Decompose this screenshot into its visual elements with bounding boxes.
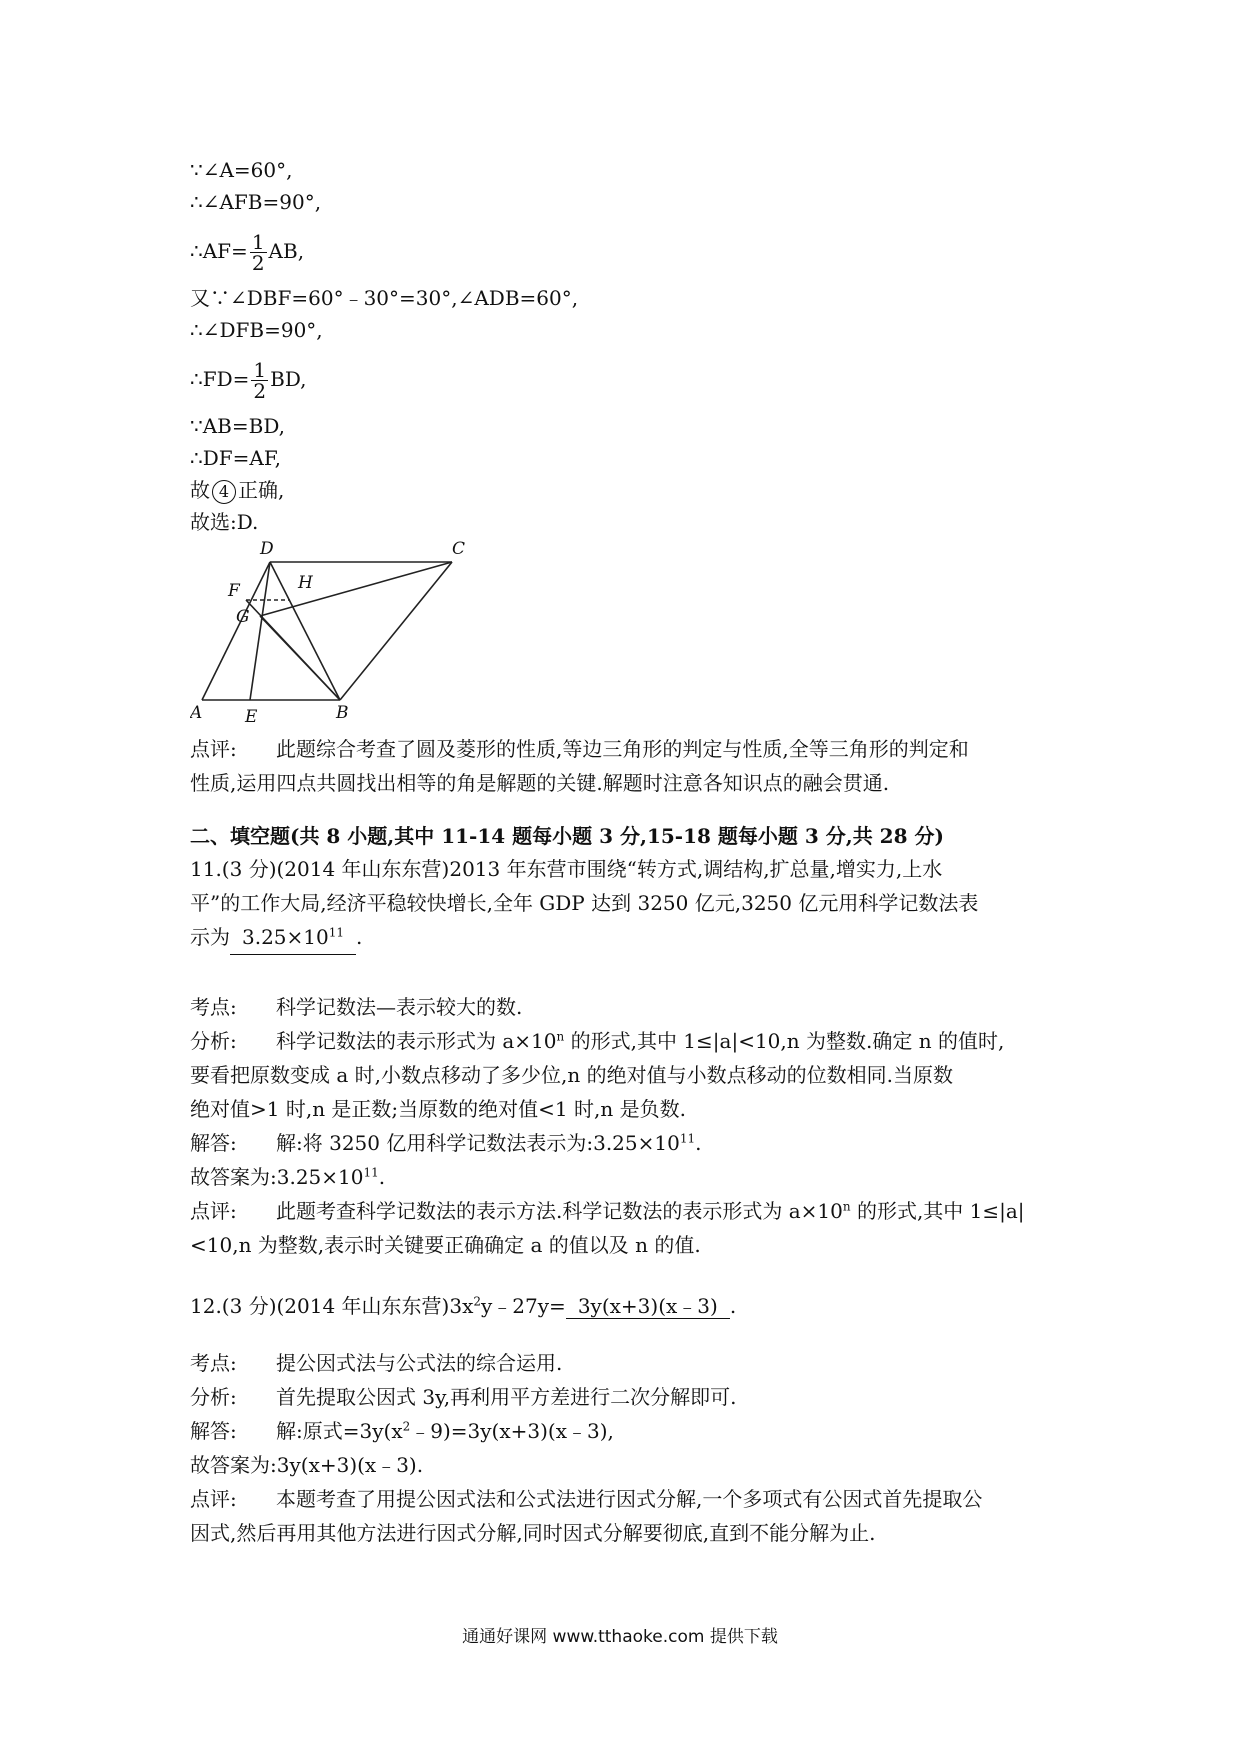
footer-text: 通通好课网 www.tthaoke.com 提供下载 — [462, 1627, 778, 1647]
jieda-label: 解答: — [190, 1419, 237, 1443]
answer-line: 故答案为:3y(x+3)(x﹣3). — [190, 1453, 424, 1477]
jieda-label: 解答: — [190, 1131, 237, 1155]
kaodian-label: 考点: — [190, 1351, 237, 1375]
proof-line-6-prefix: ∴FD= — [190, 367, 250, 391]
fraction-denominator: 2 — [251, 251, 265, 275]
dianping-text-1b: 的形式,其中 1≤|a| — [850, 1199, 1025, 1223]
dianping-sup: n — [842, 1199, 851, 1214]
dianping-text-2: 因式,然后再用其他方法进行因式分解,同时因式分解要彻底,直到不能分解为止. — [190, 1521, 876, 1545]
jieda-text — [276, 1414, 614, 1448]
q11-line-3-suffix: . — [356, 925, 363, 949]
fraction-denominator: 2 — [253, 379, 267, 403]
label-e: E — [245, 707, 258, 727]
proof-line-4: 又∵∠DBF=60°﹣30°=30°,∠ADB=60°, — [190, 286, 579, 310]
review-block-1 — [190, 732, 1060, 800]
question-12 — [190, 1294, 736, 1319]
question-11 — [190, 852, 1060, 955]
answer-text-a: 故答案为:3.25×10 — [190, 1165, 364, 1189]
q12-stem-sup: 2 — [473, 1294, 481, 1309]
kaodian-text: 科学记数法—表示较大的数. — [276, 995, 523, 1019]
label-h: H — [298, 573, 313, 593]
jieda-sup: 2 — [402, 1419, 411, 1434]
answer-base: 3.25×10 — [242, 925, 329, 949]
q12-stem-b: y﹣27y= — [481, 1294, 566, 1318]
q11-line-3 — [190, 920, 1060, 955]
label-d: D — [260, 540, 274, 559]
proof-line-1: ∵∠A=60°, — [190, 158, 293, 182]
proof-line-7: ∵AB=BD, — [190, 414, 285, 438]
dianping-text-2: <10,n 为整数,表示时关键要正确确定 a 的值以及 n 的值. — [190, 1233, 701, 1257]
fenxi-label: 分析: — [190, 1385, 237, 1409]
fenxi-text-2: 要看把原数变成 a 时,小数点移动了多少位,n 的绝对值与小数点移动的位数相同.当原数 — [190, 1063, 953, 1087]
review-text-2: 性质,运用四点共圆找出相等的角是解题的关键.解题时注意各知识点的融会贯通. — [190, 771, 890, 795]
label-g: G — [236, 607, 250, 627]
answer-sup: 11 — [363, 1165, 379, 1180]
jieda-text-b: . — [695, 1131, 702, 1155]
jieda-text-b: ﹣9)=3y(x+3)(x﹣3), — [410, 1419, 614, 1443]
proof-line-9-suffix: 正确, — [238, 478, 285, 502]
q11-dianping — [190, 1194, 1060, 1228]
q12-jieda — [190, 1414, 1060, 1448]
jieda-text — [276, 1126, 701, 1160]
fraction-numerator: 1 — [253, 358, 267, 382]
proof-line-3-prefix: ∴AF= — [190, 239, 248, 263]
jieda-text-a: 解:原式=3y(x — [276, 1419, 403, 1443]
fenxi-text-1a: 科学记数法的表示形式为 a×10 — [276, 1029, 557, 1053]
q12-stem-end: . — [729, 1294, 737, 1318]
fenxi-sup: n — [556, 1029, 565, 1044]
review-row — [190, 732, 1060, 766]
q12-dianping — [190, 1482, 1060, 1516]
edge-cb — [340, 562, 452, 700]
q11-line-1: 11.(3 分)(2014 年山东东营)2013 年东营市围绕“转方式,调结构,扩总量,增实力,上水 — [190, 857, 943, 881]
proof-line-6-suffix: BD, — [270, 367, 307, 391]
answer-exponent: 11 — [328, 925, 345, 940]
fenxi-text: 首先提取公因式 3y,再利用平方差进行二次分解即可. — [276, 1385, 737, 1409]
q12-fenxi — [190, 1380, 1060, 1414]
proof-line-3 — [190, 232, 304, 273]
fraction — [251, 360, 268, 401]
proof-line-3-suffix: AB, — [268, 239, 305, 263]
proof-line-10: 故选:D. — [190, 510, 259, 534]
proof-line-2: ∴∠AFB=90°, — [190, 190, 322, 214]
fenxi-text-1b: 的形式,其中 1≤|a|<10,n 为整数.确定 n 的值时, — [564, 1029, 1005, 1053]
dianping-text-1: 本题考查了用提公因式法和公式法进行因式分解,一个多项式有公因式首先提取公 — [276, 1487, 983, 1511]
label-a: A — [190, 703, 203, 723]
answer-line — [190, 1160, 1060, 1194]
review-label: 点评: — [190, 737, 237, 761]
kaodian-text: 提公因式法与公式法的综合运用. — [276, 1351, 563, 1375]
proof-line-8: ∴DF=AF, — [190, 446, 281, 470]
review-text-1: 此题综合考查了圆及菱形的性质,等边三角形的判定与性质,全等三角形的判定和 — [276, 737, 969, 761]
proof-line-6 — [190, 360, 307, 401]
q11-fenxi — [190, 1024, 1060, 1058]
fenxi-text-1 — [276, 1024, 1004, 1058]
jieda-sup: 11 — [679, 1131, 696, 1146]
circled-number: 4 — [212, 480, 236, 504]
q11-jieda — [190, 1126, 1060, 1160]
q11-line-2: 平”的工作大局,经济平稳较快增长,全年 GDP 达到 3250 亿元,3250 亿元用科学记数法表 — [190, 891, 979, 915]
label-b: B — [336, 703, 349, 723]
dianping-text-1 — [276, 1194, 1025, 1228]
q12-analysis — [190, 1346, 1060, 1550]
dianping-text-1a: 此题考查科学记数法的表示方法.科学记数法的表示形式为 a×10 — [276, 1199, 843, 1223]
rhombus-figure — [190, 540, 470, 730]
proof-line-9-prefix: 故 — [190, 478, 210, 502]
label-f: F — [228, 581, 240, 601]
label-c: C — [452, 540, 466, 559]
q12-kaodian — [190, 1346, 1060, 1380]
fenxi-label: 分析: — [190, 1029, 237, 1053]
q11-line-3-prefix: 示为 — [190, 925, 230, 949]
proof-line-9 — [190, 478, 284, 504]
answer-blank — [230, 920, 356, 955]
fraction — [250, 232, 267, 273]
fenxi-text-3: 绝对值>1 时,n 是正数;当原数的绝对值<1 时,n 是负数. — [190, 1097, 686, 1121]
segment-gb — [260, 616, 340, 700]
fraction-numerator: 1 — [251, 230, 265, 254]
dianping-label: 点评: — [190, 1487, 237, 1511]
answer-text-b: . — [378, 1165, 386, 1189]
jieda-text-a: 解:将 3250 亿用科学记数法表示为:3.25×10 — [276, 1131, 680, 1155]
q11-analysis — [190, 990, 1060, 1262]
q12-stem-a: 12.(3 分)(2014 年山东东营)3x — [190, 1294, 474, 1318]
segment-gc — [260, 562, 452, 616]
q11-kaodian — [190, 990, 1060, 1024]
kaodian-label: 考点: — [190, 995, 237, 1019]
dianping-label: 点评: — [190, 1199, 237, 1223]
section-heading: 二、填空题(共 8 小题,其中 11-14 题每小题 3 分,15-18 题每小题 3 分,共 28 分) — [190, 824, 944, 848]
proof-line-5: ∴∠DFB=90°, — [190, 318, 323, 342]
answer-blank: 3y(x+3)(x﹣3) — [566, 1294, 730, 1319]
